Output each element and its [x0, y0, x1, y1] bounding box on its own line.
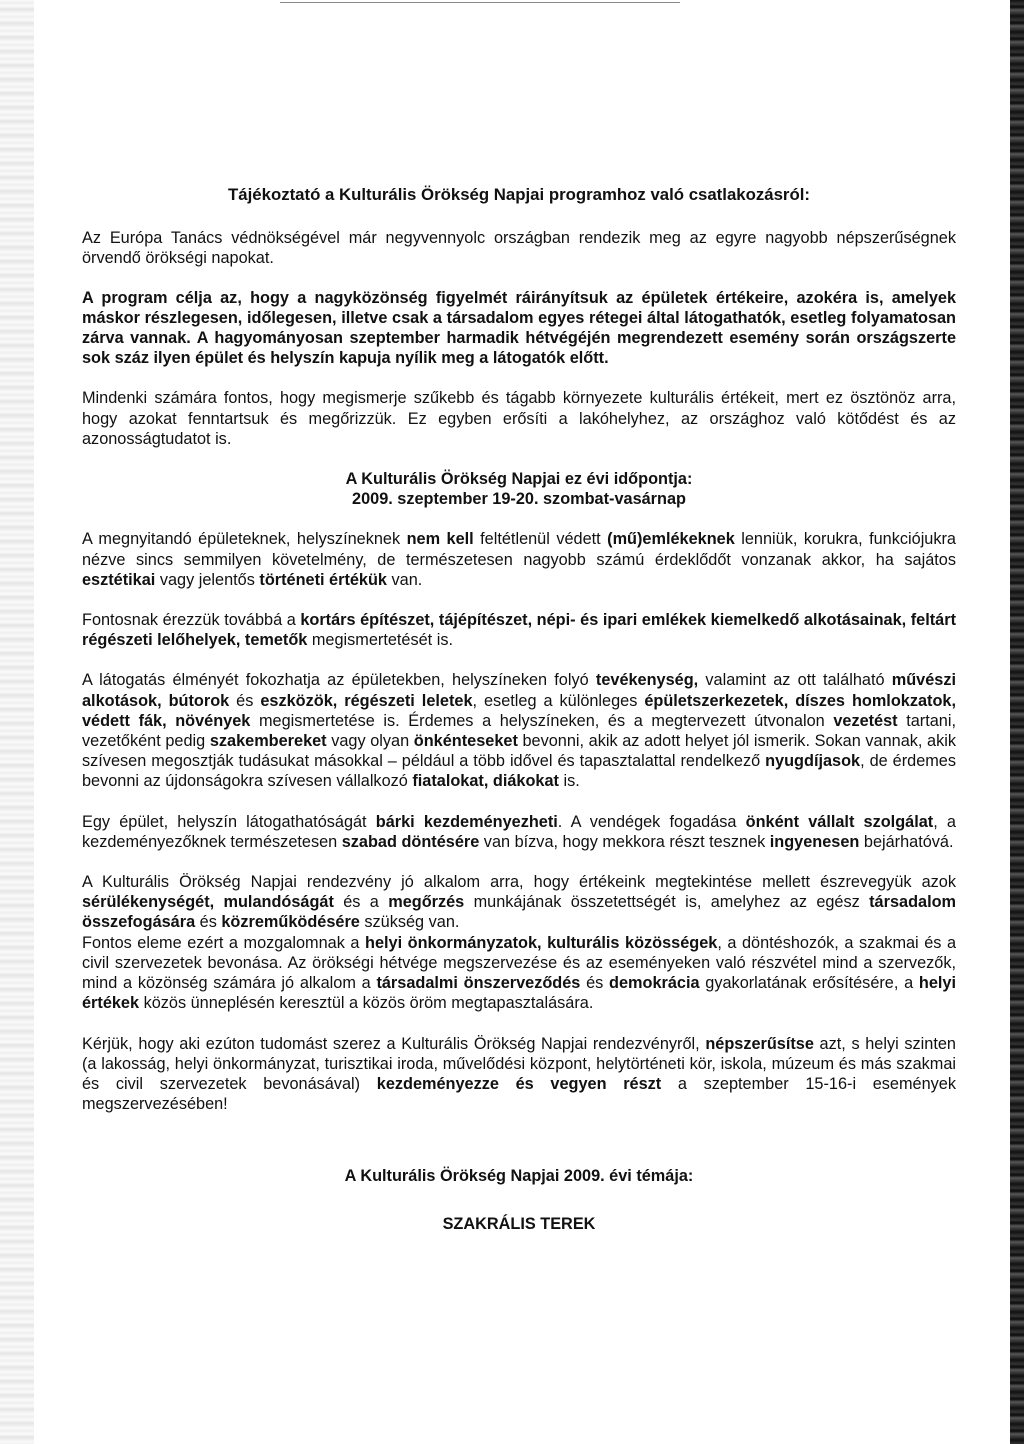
text-span: van bízva, hogy mekkora részt tesznek	[479, 832, 770, 851]
theme-heading: A Kulturális Örökség Napjai 2009. évi témája:	[344, 1167, 694, 1186]
text-span: tartani, vezetőként pedig	[82, 711, 956, 751]
text-span: is.	[558, 772, 580, 791]
text-span: lenniük, korukra, funkciójukra nézve sincs semmilyen követelmény, de természetesen nagyobb számú érdeklődőt vonzanak akkor, ha sajátos	[82, 530, 956, 569]
text-span: A látogatás élményét fokozhatja az épületekben, helyszíneken folyó	[82, 671, 596, 690]
paragraph-contemporary	[82, 610, 956, 650]
bold-span: tevékenység,	[595, 671, 699, 690]
text-span: Fontos eleme ezért a mozgalomnak a	[82, 933, 366, 952]
bold-span: történeti értékük	[259, 570, 387, 589]
text-span: , de érdemes bevonni az újdonságokra szívesen vállalkozó	[82, 752, 957, 791]
text-span: közös ünneplésén keresztül a közös öröm megtapasztalására.	[139, 994, 594, 1013]
scan-edge-right	[1010, 0, 1024, 1444]
document-page	[82, 185, 956, 1234]
text-span: van.	[386, 570, 423, 589]
bold-span: vezetést	[833, 711, 898, 730]
text-span: megismertetése is. Érdemes a helyszíneken, és a megtervezett útvonalon	[250, 711, 834, 730]
text-span: megismertetését is.	[307, 631, 454, 650]
text-span: Fontosnak érezzük továbbá a	[82, 611, 301, 630]
paragraph-intro: Az Európa Tanács védnökségével már negyvennyolc országban rendezik meg az egyre nagyobb népszerűségnek örvendő örökségi napokat.	[82, 229, 956, 268]
bold-span: ingyenesen	[769, 832, 860, 851]
document-title: Tájékoztató a Kulturális Örökség Napjai programhoz való csatlakozásról:	[228, 185, 810, 204]
text-span: bejárhatóvá.	[859, 832, 954, 851]
bold-span: kezdeményezze és vegyen részt	[376, 1074, 662, 1093]
text-span: vagy jelentős	[155, 570, 260, 589]
bold-span: közreműködésére	[221, 913, 360, 932]
text-span: munkájának összetettségét is, amelyhez az egész	[464, 893, 870, 912]
date-value: 2009. szeptember 19-20. szombat-vasárnap	[352, 490, 686, 509]
text-span: és a	[333, 893, 389, 912]
bold-span: épületszerkezetek, díszes homlokzatok, védett fák, növények	[82, 691, 956, 730]
bold-span: szakembereket	[209, 732, 327, 751]
text-span: azt, s helyi szinten (a lakosság, helyi önkormányzat, turisztikai iroda, művelődési központ, helytörténeti kör, iskola, múzeum és más szakmai és civil szervezetek bevonásával)	[82, 1034, 956, 1093]
theme-value: SZAKRÁLIS TEREK	[442, 1214, 596, 1233]
bold-span: helyi önkormányzatok, kulturális közösségek	[365, 933, 718, 952]
text-span: bevonni, akik az adott helyet jól ismerik. Sokan vannak, akik szívesen megosztják tudásukat másokkal – például a több idővel és tapasztalattal rendelkező	[82, 732, 956, 771]
text-span: A Kulturális Örökség Napjai rendezvény jó alkalom arra, hogy értékeink megtekintése mellett észrevegyük azok	[82, 873, 956, 892]
text-span: és	[580, 974, 610, 993]
bold-span: társadalmi önszerveződés	[376, 974, 581, 993]
text-span: és	[229, 691, 261, 710]
text-span: , a döntéshozók, a szakmai és a civil szervezetek bevonása. Az örökségi hétvége megszervezése és az eseményeken való részvétel mind a szervezők, mind a közönség számára jó alkalom a	[82, 933, 957, 993]
paragraph-fragility	[82, 872, 956, 933]
bold-span: önként vállalt szolgálat	[745, 812, 934, 831]
bold-span: (mű)emlékeknek	[607, 530, 735, 549]
bold-span: fiatalokat, diákokat	[412, 772, 559, 791]
date-heading: A Kulturális Örökség Napjai ez évi időpontja:	[345, 470, 693, 489]
paragraph-initiative	[82, 812, 956, 852]
bold-span: bárki kezdeményezheti	[375, 812, 558, 831]
text-span: a szeptember 15-16-i események megszervezésében!	[82, 1074, 956, 1114]
text-span: Kérjük, hogy aki ezúton tudomást szerez a Kulturális Örökség Napjai rendezvényről,	[82, 1034, 706, 1053]
paragraph-community	[82, 933, 956, 1014]
bold-span: nyugdíjasok	[765, 752, 861, 771]
paragraph-buildings	[82, 529, 956, 590]
bold-span: kortárs építészet, tájépítészet, népi- és ipari emlékek kiemelkedő alkotásainak, feltárt régészeti lelőhelyek, temetők	[82, 611, 956, 650]
paragraph-experience	[82, 670, 956, 791]
paragraph-program-goal: A program célja az, hogy a nagyközönség figyelmét ráirányítsuk az épületek értékeire, azokéra is, amelyek máskor részlegesen, időlegesen, illetve csak a társadalom egyes rétegei által látogathatók, esetleg folyamatosan zárva vannak. A hagyományosan szeptember harmadik hétvégéjén megrendezett esemény során országszerte sok száz ilyen épület és helyszín kapuja nyílik meg a látogatók előtt.	[82, 288, 956, 368]
text-span: és	[195, 913, 222, 932]
bold-span: művészi alkotások, bútorok	[82, 671, 956, 710]
text-span: valamint az ott található	[698, 671, 892, 690]
text-span: . A vendégek fogadása	[557, 812, 746, 831]
bold-span: sérülékenységét, mulandóságát	[82, 893, 334, 912]
bold-span: önkénteseket	[413, 732, 518, 751]
text-span: gyakorlatának erősítésére, a	[699, 974, 919, 993]
bold-span: helyi értékek	[82, 974, 957, 1013]
scan-edge-left	[0, 0, 34, 1444]
paragraph-call-to-action	[82, 1034, 956, 1115]
bold-span: népszerűsítse	[705, 1034, 814, 1053]
text-span: Egy épület, helyszín látogathatóságát	[82, 812, 376, 831]
bold-span: eszközök, régészeti leletek	[260, 691, 473, 710]
text-span: vagy olyan	[326, 732, 414, 751]
text-span: feltétlenül védett	[473, 530, 608, 549]
text-span: A megnyitandó épületeknek, helyszíneknek	[82, 530, 407, 549]
bold-span: esztétikai	[82, 570, 156, 589]
scan-top-line	[280, 2, 680, 3]
text-span: , a kezdeményezőknek természetesen	[82, 812, 956, 851]
paragraph-importance: Mindenki számára fontos, hogy megismerje szűkebb és tágabb környezete kulturális értékeit, mert ez ösztönöz arra, hogy azokat fenntartsuk és megőrizzük. Ez egyben erősíti a lakóhelyhez, az országhoz való kötődést és az azonosságtudatot is.	[82, 389, 956, 448]
text-span: , esetleg a különleges	[472, 691, 645, 710]
text-span: szükség van.	[359, 913, 460, 932]
bold-span: megőrzés	[388, 893, 465, 912]
bold-span: szabad döntésére	[341, 832, 480, 851]
bold-span: nem kell	[406, 530, 474, 549]
bold-span: társadalom összefogására	[82, 893, 957, 932]
bold-span: demokrácia	[609, 974, 700, 993]
